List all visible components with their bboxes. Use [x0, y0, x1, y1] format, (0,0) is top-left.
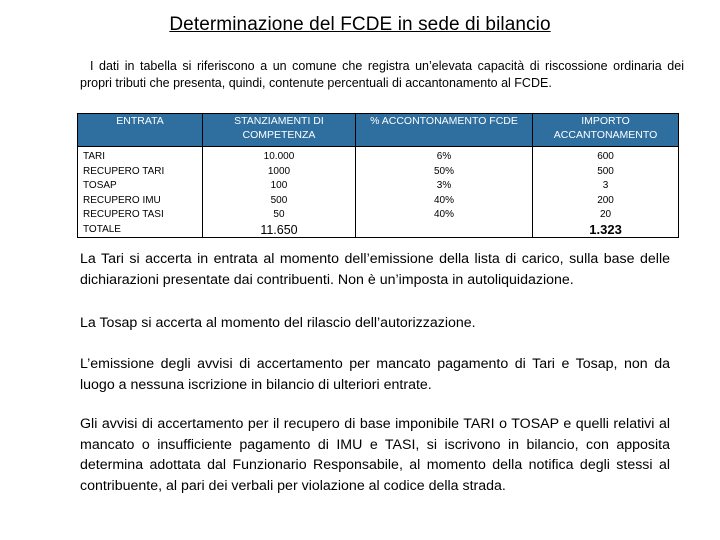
cell-entrata-total: TOTALE	[83, 223, 121, 235]
cell-importo-0: 600	[597, 151, 614, 162]
cell-percentuale-0: 6%	[436, 151, 452, 162]
header-entrata: ENTRATA	[78, 114, 203, 147]
cell-entrata-0: TARI	[83, 151, 106, 162]
cell-stanziamenti-total: 11.650	[260, 222, 298, 237]
cell-importo-4: 20	[599, 209, 612, 220]
cell-importo-3: 200	[597, 194, 614, 206]
header-stanziamenti: STANZIAMENTI DI COMPETENZA	[203, 114, 356, 147]
header-percentuale: % ACCONTONAMENTO FCDE	[355, 114, 532, 147]
cell-importo-total: 1.323	[589, 221, 622, 237]
col-stanziamenti	[203, 147, 356, 238]
table-bottom-border	[78, 237, 679, 238]
table-header-row	[78, 114, 679, 147]
paragraph-tosap: La Tosap si accerta al momento del rilascio dell’autorizzazione.	[80, 315, 476, 331]
cell-percentuale-3: 40%	[433, 194, 454, 206]
fcde-table	[77, 113, 679, 238]
col-percentuale	[355, 147, 532, 238]
table-body-row	[78, 147, 679, 238]
paragraph-avvisi-mancato-pagamento: L’emissione degli avvisi di accertamento per mancato pagamento di Tari e Tosap, non da luogo a nessuna iscrizione in bilancio di ulteriori entrate.	[80, 356, 670, 393]
cell-percentuale-1: 50%	[433, 165, 454, 177]
cell-entrata-4: RECUPERO TASI	[83, 209, 164, 220]
paragraph-avvisi-recupero: Gli avvisi di accertamento per il recupero di base imponibile TARI o TOSAP e quelli relativi al mancato o insufficiente pagamento di IMU e TASI, si iscrivono in bilancio, con apposita determina adottata dal Funzionario Responsabile, al momento della notifica degli stessi al contribuente, al pari dei verbali per violazione al codice della strada.	[80, 416, 670, 494]
cell-stanziamenti-0: 10.000	[263, 151, 295, 162]
col-entrata	[78, 147, 203, 238]
cell-percentuale-2: 3%	[436, 180, 452, 191]
intro-text-content: I dati in tabella si riferiscono a un comune che registra un’elevata capacità di riscossione ordinaria dei propri tributi che presenta, quindi, contenute percentuali di accantonamento al FCDE.	[80, 59, 684, 90]
bottom-cell-4	[533, 237, 679, 238]
col-importo	[533, 147, 679, 238]
cell-importo-2: 3	[602, 180, 609, 191]
cell-entrata-2: TOSAP	[83, 180, 117, 191]
cell-entrata-1: RECUPERO TARI	[83, 165, 165, 177]
cell-entrata-3: RECUPERO IMU	[83, 194, 161, 206]
header-importo: IMPORTO ACCANTONAMENTO	[533, 114, 679, 147]
bottom-cell-2	[203, 237, 356, 238]
cell-stanziamenti-3: 500	[270, 194, 288, 206]
cell-percentuale-4: 40%	[433, 209, 454, 220]
cell-stanziamenti-2: 100	[270, 180, 288, 191]
bottom-cell-1	[78, 237, 203, 238]
cell-stanziamenti-4: 50	[273, 209, 285, 220]
cell-stanziamenti-1: 1000	[267, 165, 291, 177]
intro-text	[80, 58, 684, 92]
bottom-cell-3	[355, 237, 532, 238]
page-title: Determinazione del FCDE in sede di bilancio	[169, 14, 551, 35]
cell-importo-1: 500	[597, 165, 614, 177]
paragraph-tari: La Tari si accerta in entrata al momento dell’emissione della lista di carico, sulla base delle dichiarazioni presentate dai contribuenti. Non è un’imposta in autoliquidazione.	[80, 251, 670, 288]
